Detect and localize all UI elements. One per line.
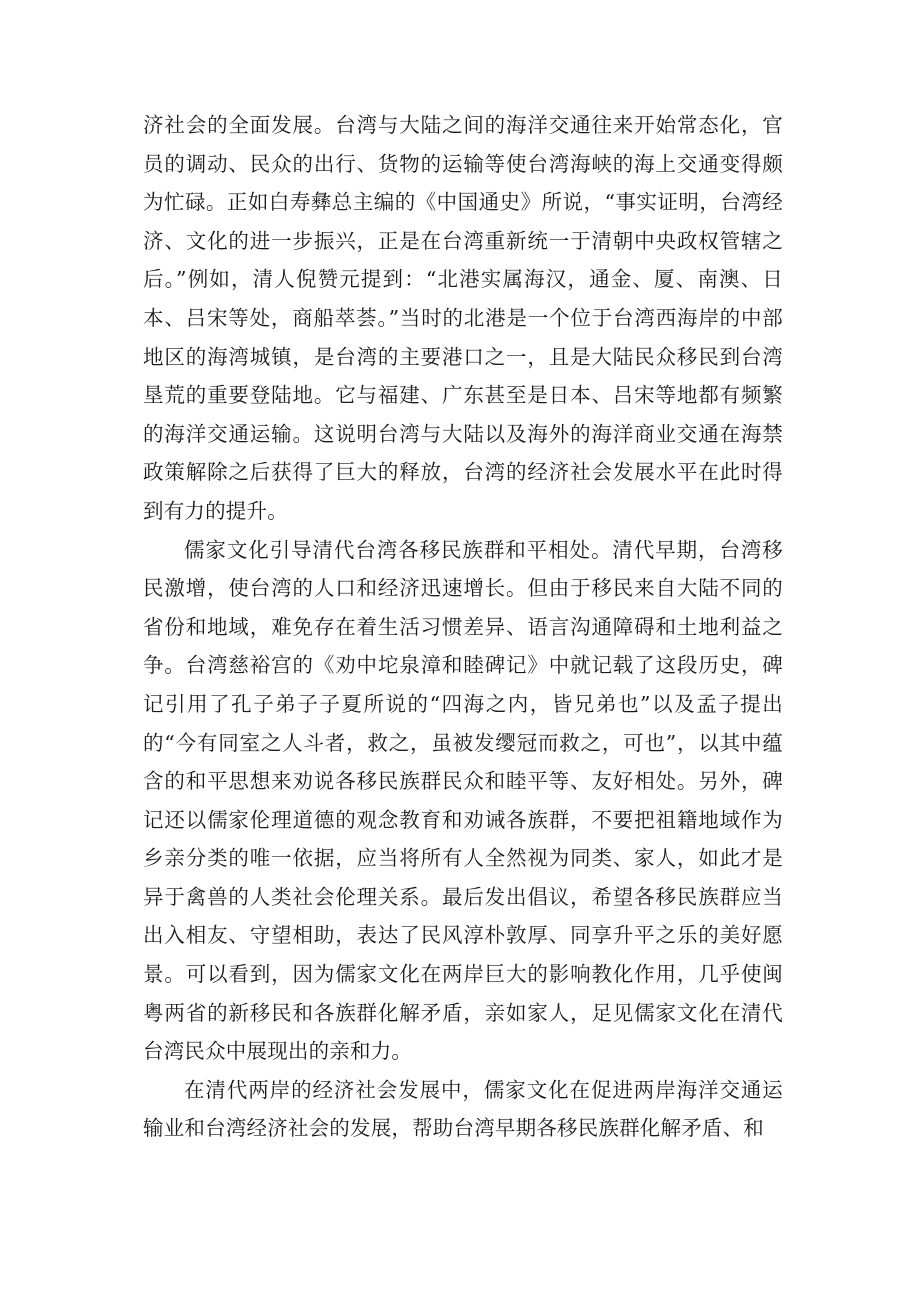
document-body bbox=[143, 106, 783, 1148]
paragraph-2: 儒家文化引导清代台湾各移民族群和平相处。清代早期，台湾移民激增，使台湾的人口和经济迅速增长。但由于移民来自大陆不同的省份和地域，难免存在着生活习惯差异、语言沟通障碍和土地利益之争。台湾慈裕宫的《劝中坨泉漳和睦碑记》中就记载了这段历史，碑记引用了孔子弟子子夏所说的“四海之内，皆兄弟也”以及孟子提出的“今有同室之人斗者，救之，虽被发缨冠而救之，可也”，以其中蕴含的和平思想来劝说各移民族群民众和睦平等、友好相处。另外，碑记还以儒家伦理道德的观念教育和劝诫各族群，不要把祖籍地域作为乡亲分类的唯一依据，应当将所有人全然视为同类、家人，如此才是异于禽兽的人类社会伦理关系。最后发出倡议，希望各移民族群应当出入相友、守望相助，表达了民风淳朴敦厚、同享升平之乐的美好愿景。可以看到，因为儒家文化在两岸巨大的影响教化作用，几乎使闽粤两省的新移民和各族群化解矛盾，亲如家人，足见儒家文化在清代台湾民众中展现出的亲和力。 bbox=[143, 537, 783, 1064]
paragraph-3: 在清代两岸的经济社会发展中，儒家文化在促进两岸海洋交通运输业和台湾经济社会的发展，帮助台湾早期各移民族群化解矛盾、和 bbox=[143, 1077, 783, 1141]
paragraph-1: 济社会的全面发展。台湾与大陆之间的海洋交通往来开始常态化，官员的调动、民众的出行、货物的运输等使台湾海峡的海上交通变得颇为忙碌。正如白寿彝总主编的《中国通史》所说，“事实证明，台湾经济、文化的进一步振兴，正是在台湾重新统一于清朝中央政权管辖之后。”例如，清人倪赞元提到：“北港实属海汉，通金、厦、南澳、日本、吕宋等处，商船萃荟。”当时的北港是一个位于台湾西海岸的中部地区的海湾城镇，是台湾的主要港口之一，且是大陆民众移民到台湾垦荒的重要登陆地。它与福建、广东甚至是日本、吕宋等地都有频繁的海洋交通运输。这说明台湾与大陆以及海外的海洋商业交通在海禁政策解除之后获得了巨大的释放，台湾的经济社会发展水平在此时得到有力的提升。 bbox=[143, 113, 783, 523]
